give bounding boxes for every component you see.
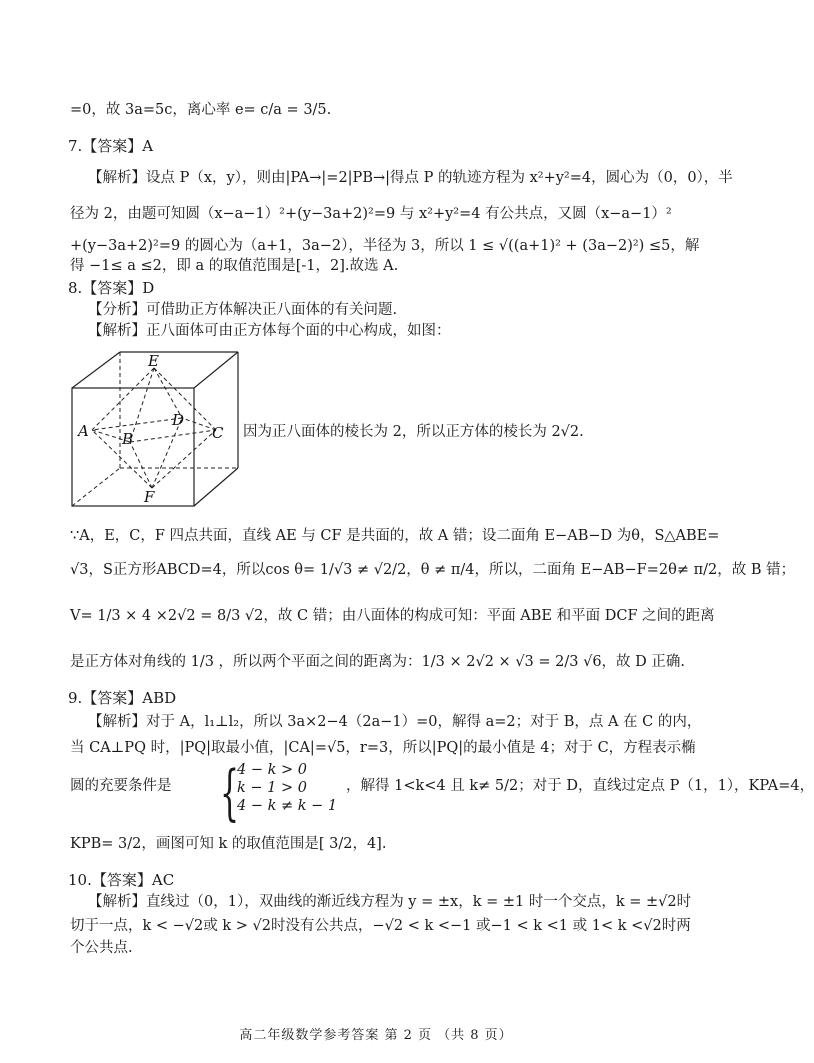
text-line: 当 CA⊥PQ 时，|PQ|取最小值，|CA|=√5，r=3，所以|PQ|的最小值是 4；对于 C，方程表示椭 <box>70 740 696 756</box>
inequality-3: 4 − k ≠ k − 1 <box>237 798 338 814</box>
vertex-label-f: F <box>144 488 155 506</box>
text-line: 【解析】直线过（0，1），双曲线的渐近线方程为 y = ±x，k = ±1 时一个交点，k = ±√2时 <box>88 894 692 910</box>
text-line: 是正方体对角线的 1/3 ，所以两个平面之间的距离为：1/3 × 2√2 × √3 = 2/3 √6，故 D 正确. <box>70 654 686 670</box>
text-line: 得 −1≤ a ≤2，即 a 的取值范围是[-1，2].故选 A. <box>70 258 399 274</box>
text-line: 圆的充要条件是 <box>70 778 172 794</box>
vertex-label-a: A <box>78 422 89 440</box>
inequality-1: 4 − k > 0 <box>237 762 307 778</box>
text-line: ，解得 1<k<4 且 k≠ 5/2；对于 D，直线过定点 P（1，1），KPA=4， <box>346 778 814 794</box>
text-line: =0，故 3a=5c，离心率 e= c/a = 3/5. <box>70 102 332 118</box>
text-line: 切于一点，k < −√2或 k > √2时没有公共点，−√2 < k <−1 或−1 < k <1 或 1< k <√2时两 <box>70 918 691 934</box>
answer-heading-10: 10.【答案】AC <box>68 871 175 889</box>
vertex-label-e: E <box>148 352 159 370</box>
text-line: ∵A，E，C，F 四点共面，直线 AE 与 CF 是共面的，故 A 错；设二面角 E−AB−D 为θ，S△ABE= <box>70 528 720 544</box>
page-footer: 高二年级数学参考答案 第 2 页 （共 8 页） <box>239 1028 513 1043</box>
text-line: 径为 2，由题可知圆（x−a−1）²+(y−3a+2)²=9 与 x²+y²=4 有公共点，又圆（x−a−1）² <box>70 206 672 222</box>
text-line: V= 1/3 × 4 ×2√2 = 8/3 √2，故 C 错；由八面体的构成可知：平面 ABE 和平面 DCF 之间的距离 <box>70 608 715 624</box>
text-line: +(y−3a+2)²=9 的圆心为（a+1，3a−2），半径为 3，所以 1 ≤ √((a+1)² + (3a−2)²) ≤5，解 <box>70 238 700 254</box>
text-line: 【分析】可借助正方体解决正八面体的有关问题. <box>88 302 398 318</box>
figure-caption-text: 因为正八面体的棱长为 2，所以正方体的棱长为 2√2. <box>243 424 584 440</box>
text-line: 【解析】设点 P（x，y），则由|PA→|=2|PB→|得点 P 的轨迹方程为 x²+y²=4，圆心为（0，0），半 <box>88 170 733 186</box>
answer-heading-8: 8.【答案】D <box>68 279 155 297</box>
inequality-2: k − 1 > 0 <box>237 780 307 796</box>
vertex-label-d: D <box>172 411 185 429</box>
text-line: 个公共点. <box>70 940 133 956</box>
text-line: √3，S正方形ABCD=4，所以cos θ= 1/√3 ≠ √2/2，θ ≠ π/4，所以，二面角 E−AB−F=2θ≠ π/2，故 B 错； <box>70 562 796 578</box>
vertex-label-b: B <box>122 430 134 448</box>
answer-heading-9: 9.【答案】ABD <box>68 689 177 707</box>
system-brace: { <box>220 758 240 828</box>
vertex-label-c: C <box>212 424 224 442</box>
answer-heading-7: 7.【答案】A <box>68 137 154 155</box>
text-line: KPB= 3/2，画图可知 k 的取值范围是[ 3/2，4]. <box>70 836 387 852</box>
text-line: 【解析】对于 A，l₁⊥l₂，所以 3a×2−4（2a−1）=0，解得 a=2；对于 B，点 A 在 C 的内， <box>88 714 702 730</box>
text-line: 【解析】正八面体可由正方体每个面的中心构成，如图： <box>88 323 451 339</box>
octahedron-in-cube-figure <box>70 350 240 510</box>
